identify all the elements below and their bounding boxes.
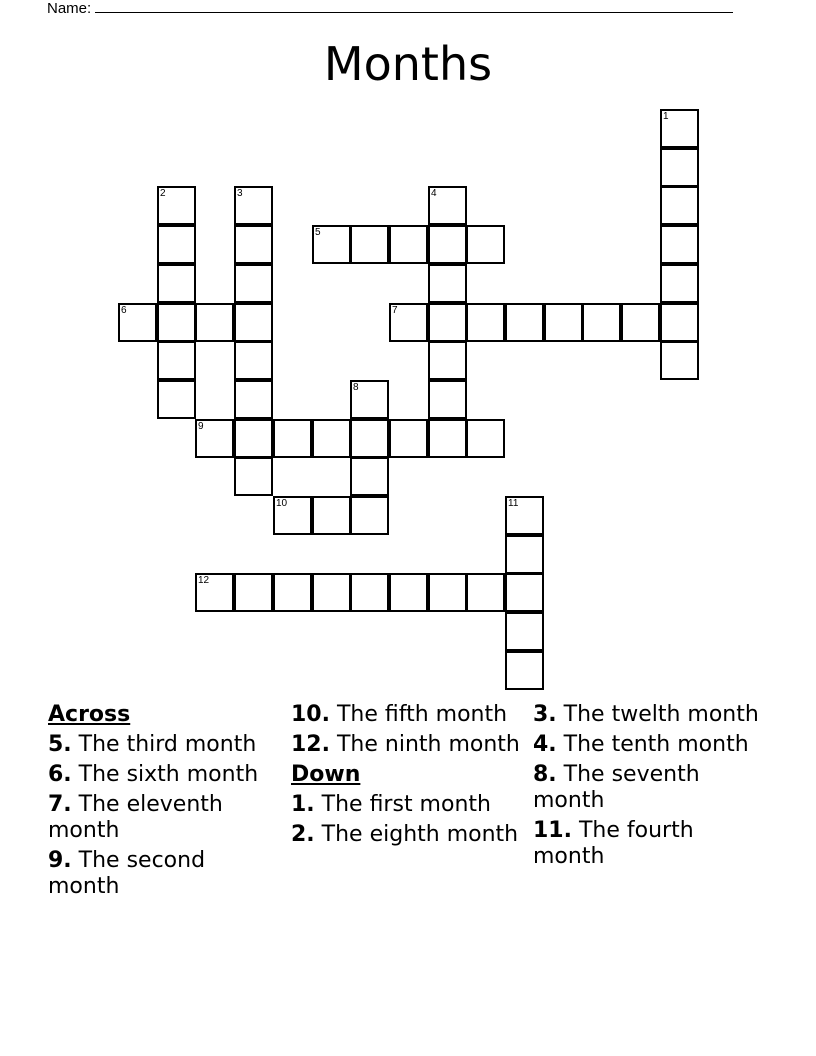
grid-cell[interactable] [428,225,467,264]
grid-cell[interactable] [428,303,467,342]
grid-cell[interactable] [234,380,273,419]
name-label: Name: [47,0,92,17]
down-clue-11 [533,818,763,870]
clue-num: 3. [533,702,557,727]
across-clue-12 [291,732,521,758]
clue-num: 12. [291,732,330,757]
grid-cell[interactable] [660,186,699,225]
grid-cell[interactable] [428,419,467,458]
clue-text: The fifth month [329,702,508,727]
across-clue-10 [291,702,521,728]
down-clue-8 [533,762,763,814]
grid-cell[interactable] [660,264,699,303]
clue-number: 12 [198,575,210,586]
clue-number: 7 [392,305,398,316]
down-clue-3 [533,702,763,728]
grid-cell[interactable] [466,419,505,458]
grid-cell[interactable] [544,303,583,342]
clue-column-3 [533,702,763,874]
across-clue-7 [48,792,278,844]
clue-num: 11. [533,818,572,843]
grid-cell[interactable] [466,225,505,264]
clue-text: The ninth month [329,732,520,757]
clue-column-2 [291,702,521,852]
clue-number: 2 [160,188,166,199]
grid-cell[interactable] [428,380,467,419]
grid-cell[interactable] [660,148,699,187]
grid-cell[interactable] [350,573,389,612]
clue-number: 8 [353,382,359,393]
grid-cell-7[interactable] [389,303,428,342]
clue-num: 10. [291,702,330,727]
clue-text: The twelth month [556,702,759,727]
down-heading: Down [291,762,361,787]
clue-column-1 [48,702,278,904]
clue-text: The eleventh month [48,792,223,843]
clue-number: 9 [198,421,204,432]
grid-cell[interactable] [312,573,351,612]
grid-cell[interactable] [195,303,234,342]
clue-text: The fourth month [533,818,694,869]
grid-cell-11[interactable] [505,496,544,535]
grid-cell[interactable] [234,264,273,303]
grid-cell[interactable] [389,419,428,458]
grid-cell[interactable] [234,419,273,458]
clue-num: 2. [291,822,315,847]
grid-cell[interactable] [505,303,544,342]
clue-num: 4. [533,732,557,757]
grid-cell[interactable] [660,225,699,264]
grid-cell[interactable] [312,419,351,458]
clue-number: 10 [276,498,288,509]
grid-cell[interactable] [273,573,312,612]
down-clue-1 [291,792,521,818]
grid-cell[interactable] [660,303,699,342]
grid-cell[interactable] [157,380,196,419]
clue-number: 3 [237,188,243,199]
grid-cell-6[interactable] [118,303,157,342]
grid-cell[interactable] [582,303,621,342]
clue-text: The first month [314,792,491,817]
grid-cell[interactable] [312,496,351,535]
across-clue-9 [48,848,278,900]
grid-cell-2[interactable] [157,186,196,225]
clue-num: 1. [291,792,315,817]
grid-cell[interactable] [621,303,660,342]
grid-cell[interactable] [234,303,273,342]
grid-cell[interactable] [428,341,467,380]
clue-number: 4 [431,188,437,199]
grid-cell[interactable] [234,341,273,380]
clue-num: 7. [48,792,72,817]
grid-cell-9[interactable] [195,419,234,458]
grid-cell-4[interactable] [428,186,467,225]
clue-text: The eighth month [314,822,519,847]
grid-cell[interactable] [466,573,505,612]
down-clue-4 [533,732,763,758]
clue-number: 5 [315,227,321,238]
clue-number: 11 [508,498,519,509]
grid-cell[interactable] [505,535,544,574]
page-title: Months [323,37,493,91]
grid-cell-1[interactable] [660,109,699,148]
grid-cell[interactable] [428,264,467,303]
clue-number: 1 [663,111,669,122]
grid-cell[interactable] [234,457,273,496]
grid-cell[interactable] [350,419,389,458]
down-clue-2 [291,822,521,848]
clue-text: The sixth month [71,762,259,787]
clue-text: The third month [71,732,257,757]
clue-number: 6 [121,305,127,316]
grid-cell[interactable] [466,303,505,342]
clue-text: The seventh month [533,762,700,813]
grid-cell-8[interactable] [350,380,389,419]
grid-cell[interactable] [660,341,699,380]
clue-num: 6. [48,762,72,787]
grid-cell[interactable] [389,573,428,612]
clue-num: 9. [48,848,72,873]
grid-cell[interactable] [505,612,544,651]
grid-cell[interactable] [234,573,273,612]
grid-cell[interactable] [234,225,273,264]
across-clue-5 [48,732,278,758]
grid-cell-12[interactable] [195,573,234,612]
grid-cell[interactable] [157,303,196,342]
grid-cell[interactable] [505,573,544,612]
grid-cell[interactable] [157,341,196,380]
grid-cell-5[interactable] [312,225,351,264]
grid-cell[interactable] [157,264,196,303]
clue-num: 5. [48,732,72,757]
grid-cell[interactable] [505,651,544,690]
grid-cell[interactable] [350,457,389,496]
grid-cell[interactable] [273,419,312,458]
across-heading: Across [48,702,131,727]
clue-text: The second month [48,848,206,899]
grid-cell[interactable] [428,573,467,612]
grid-cell-10[interactable] [273,496,312,535]
grid-cell[interactable] [350,496,389,535]
grid-cell-3[interactable] [234,186,273,225]
across-clue-6 [48,762,278,788]
grid-cell[interactable] [350,225,389,264]
clue-num: 8. [533,762,557,787]
clue-text: The tenth month [556,732,749,757]
grid-cell[interactable] [389,225,428,264]
grid-cell[interactable] [157,225,196,264]
